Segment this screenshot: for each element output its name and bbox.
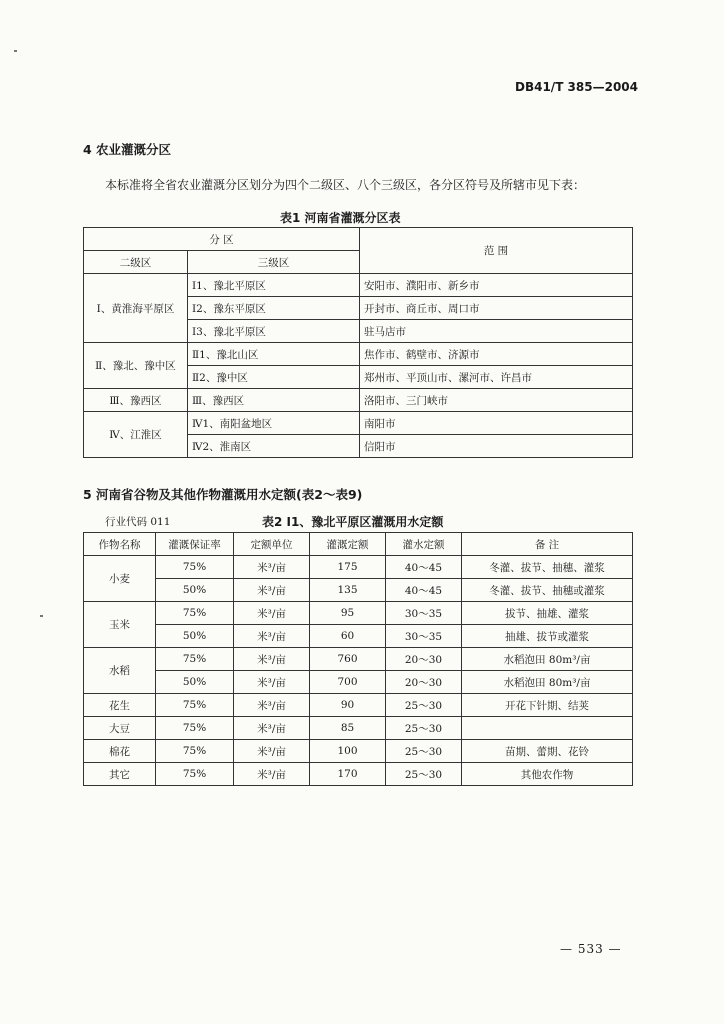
per-cell: 25～30 xyxy=(386,763,462,786)
table-2-caption: 表2 Ⅰ1、豫北平原区灌溉用水定额 xyxy=(262,515,444,529)
note-cell: 拔节、抽雄、灌浆 xyxy=(462,602,633,625)
unit-cell: 米³/亩 xyxy=(234,763,310,786)
rate-cell: 75% xyxy=(156,740,234,763)
tertiary-zone: Ⅲ、豫西区 xyxy=(188,389,360,412)
header-rate: 灌溉保证率 xyxy=(156,533,234,556)
quota-cell: 760 xyxy=(310,648,386,671)
document-code: DB41/T 385—2004 xyxy=(515,80,638,94)
range-cell: 开封市、商丘市、周口市 xyxy=(360,297,633,320)
unit-cell: 米³/亩 xyxy=(234,740,310,763)
range-cell: 信阳市 xyxy=(360,435,633,458)
table-row xyxy=(84,412,633,435)
rate-cell: 75% xyxy=(156,602,234,625)
note-cell: 冬灌、拔节、抽穗、灌浆 xyxy=(462,556,633,579)
note-cell: 冬灌、拔节、抽穗或灌浆 xyxy=(462,579,633,602)
scan-speck xyxy=(40,615,43,617)
zoning-table xyxy=(83,227,633,458)
range-cell: 驻马店市 xyxy=(360,320,633,343)
unit-cell: 米³/亩 xyxy=(234,579,310,602)
rate-cell: 75% xyxy=(156,717,234,740)
table-1-caption: 表1 河南省灌溉分区表 xyxy=(280,211,401,225)
secondary-zone: Ⅰ、黄淮海平原区 xyxy=(84,274,188,343)
per-cell: 20～30 xyxy=(386,648,462,671)
secondary-zone: Ⅳ、江淮区 xyxy=(84,412,188,458)
crop-name: 小麦 xyxy=(84,556,156,602)
crop-name: 其它 xyxy=(84,763,156,786)
crop-name: 玉米 xyxy=(84,602,156,648)
header-tertiary: 三级区 xyxy=(188,251,360,274)
quota-cell: 170 xyxy=(310,763,386,786)
range-cell: 南阳市 xyxy=(360,412,633,435)
range-cell: 焦作市、鹤壁市、济源市 xyxy=(360,343,633,366)
crop-name: 棉花 xyxy=(84,740,156,763)
table-row xyxy=(84,602,633,625)
quota-cell: 85 xyxy=(310,717,386,740)
crop-name: 花生 xyxy=(84,694,156,717)
quota-cell: 60 xyxy=(310,625,386,648)
crop-name: 水稻 xyxy=(84,648,156,694)
table-row xyxy=(84,763,633,786)
section-4-paragraph: 本标准将全省农业灌溉分区划分为四个二级区、八个三级区，各分区符号及所辖市见下表： xyxy=(105,178,586,192)
table-row xyxy=(84,274,633,297)
table-row xyxy=(84,343,633,366)
quota-cell: 175 xyxy=(310,556,386,579)
note-cell: 苗期、蕾期、花铃 xyxy=(462,740,633,763)
unit-cell: 米³/亩 xyxy=(234,717,310,740)
rate-cell: 75% xyxy=(156,694,234,717)
quota-cell: 95 xyxy=(310,602,386,625)
table-row xyxy=(84,740,633,763)
per-cell: 30～35 xyxy=(386,602,462,625)
range-cell: 洛阳市、三门峡市 xyxy=(360,389,633,412)
header-range: 范 围 xyxy=(360,228,633,274)
header-unit: 定额单位 xyxy=(234,533,310,556)
scan-speck xyxy=(14,50,17,52)
tertiary-zone: Ⅰ3、豫北平原区 xyxy=(188,320,360,343)
crop-name: 大豆 xyxy=(84,717,156,740)
industry-code: 行业代码 011 xyxy=(105,516,171,528)
note-cell: 开花下针期、结荚 xyxy=(462,694,633,717)
rate-cell: 50% xyxy=(156,579,234,602)
quota-cell: 700 xyxy=(310,671,386,694)
secondary-zone: Ⅱ、豫北、豫中区 xyxy=(84,343,188,389)
unit-cell: 米³/亩 xyxy=(234,625,310,648)
header-crop: 作物名称 xyxy=(84,533,156,556)
tertiary-zone: Ⅰ1、豫北平原区 xyxy=(188,274,360,297)
rate-cell: 50% xyxy=(156,671,234,694)
unit-cell: 米³/亩 xyxy=(234,602,310,625)
tertiary-zone: Ⅳ2、淮南区 xyxy=(188,435,360,458)
table-row xyxy=(84,717,633,740)
unit-cell: 米³/亩 xyxy=(234,671,310,694)
per-cell: 30～35 xyxy=(386,625,462,648)
header-note: 备 注 xyxy=(462,533,633,556)
per-cell: 40～45 xyxy=(386,579,462,602)
table-row xyxy=(84,694,633,717)
note-cell: 其他农作物 xyxy=(462,763,633,786)
note-cell: 水稻泡田 80m³/亩 xyxy=(462,671,633,694)
quota-cell: 90 xyxy=(310,694,386,717)
rate-cell: 75% xyxy=(156,556,234,579)
per-cell: 20～30 xyxy=(386,671,462,694)
page-number: — 533 — xyxy=(560,942,622,956)
header-zoning: 分 区 xyxy=(84,228,360,251)
unit-cell: 米³/亩 xyxy=(234,694,310,717)
per-cell: 25～30 xyxy=(386,717,462,740)
rate-cell: 50% xyxy=(156,625,234,648)
quota-cell: 135 xyxy=(310,579,386,602)
section-4-title: 4 农业灌溉分区 xyxy=(83,142,172,157)
header-per-irrigation: 灌水定额 xyxy=(386,533,462,556)
table-row xyxy=(84,556,633,579)
rate-cell: 75% xyxy=(156,648,234,671)
tertiary-zone: Ⅱ2、豫中区 xyxy=(188,366,360,389)
table-row xyxy=(84,648,633,671)
table-row xyxy=(84,625,633,648)
secondary-zone: Ⅲ、豫西区 xyxy=(84,389,188,412)
header-secondary: 二级区 xyxy=(84,251,188,274)
note-cell xyxy=(462,717,633,740)
tertiary-zone: Ⅱ1、豫北山区 xyxy=(188,343,360,366)
range-cell: 郑州市、平顶山市、漯河市、许昌市 xyxy=(360,366,633,389)
per-cell: 25～30 xyxy=(386,740,462,763)
tertiary-zone: Ⅰ2、豫东平原区 xyxy=(188,297,360,320)
per-cell: 25～30 xyxy=(386,694,462,717)
per-cell: 40～45 xyxy=(386,556,462,579)
section-5-title: 5 河南省谷物及其他作物灌溉用水定额(表2～表9) xyxy=(83,487,363,502)
irrigation-quota-table xyxy=(83,532,633,786)
unit-cell: 米³/亩 xyxy=(234,648,310,671)
rate-cell: 75% xyxy=(156,763,234,786)
table-row xyxy=(84,671,633,694)
table-row xyxy=(84,579,633,602)
quota-cell: 100 xyxy=(310,740,386,763)
header-quota: 灌溉定额 xyxy=(310,533,386,556)
note-cell: 抽雄、拔节或灌浆 xyxy=(462,625,633,648)
table-row xyxy=(84,389,633,412)
range-cell: 安阳市、濮阳市、新乡市 xyxy=(360,274,633,297)
note-cell: 水稻泡田 80m³/亩 xyxy=(462,648,633,671)
tertiary-zone: Ⅳ1、南阳盆地区 xyxy=(188,412,360,435)
unit-cell: 米³/亩 xyxy=(234,556,310,579)
